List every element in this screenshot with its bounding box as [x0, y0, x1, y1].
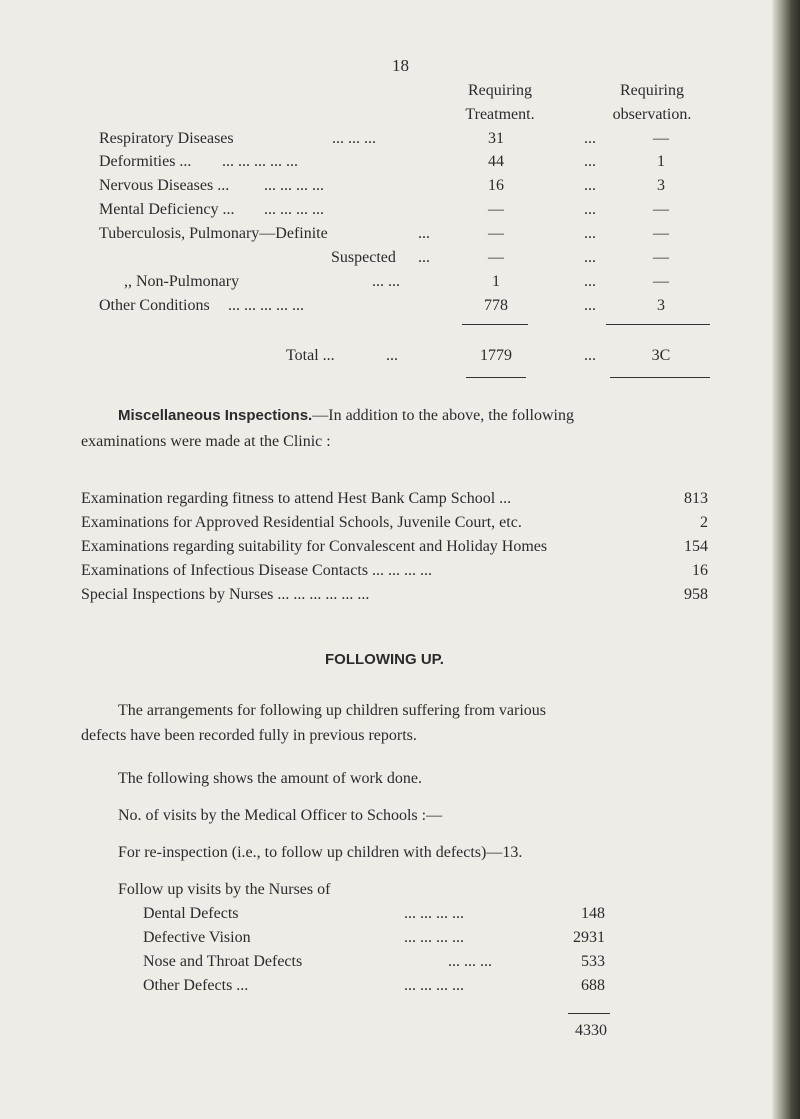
row-dots: ... — [584, 225, 596, 242]
row-observation: 3 — [657, 177, 665, 194]
total-leader: ... — [386, 347, 398, 364]
total-rule-top-treatment — [462, 324, 528, 325]
nurses-heading: Follow up visits by the Nurses of — [118, 881, 331, 898]
row-dots: ... — [584, 273, 596, 290]
row-label: ,, Non-Pulmonary — [124, 273, 240, 290]
row-treatment: — — [488, 225, 504, 242]
row-dots: ... — [584, 297, 596, 314]
row-label: Other Conditions — [99, 297, 210, 314]
nurse-item-leader: ... ... ... — [448, 953, 492, 970]
nurse-item-label: Nose and Throat Defects — [143, 953, 303, 970]
nurse-item-label: Dental Defects — [143, 905, 239, 922]
row-observation: 1 — [657, 153, 665, 170]
visits-line: No. of visits by the Medical Officer to Schools :— — [118, 807, 443, 824]
misc-text-line1: —In addition to the above, the following — [312, 407, 574, 424]
header-treatment-line1: Requiring — [468, 82, 532, 99]
row-leader: ... ... ... ... — [264, 177, 324, 194]
total-rule-bottom-treatment — [466, 377, 526, 378]
misc-item-label: Examinations regarding suitability for Convalescent and Holiday Homes — [81, 538, 548, 555]
misc-item-value: 16 — [692, 562, 708, 579]
reinspection-line: For re-inspection (i.e., to follow up children with defects)—13. — [118, 844, 523, 861]
following-para1-line1: The arrangements for following up children suffering from various — [118, 702, 547, 719]
row-observation: — — [653, 201, 669, 218]
misc-item-label: Examination regarding fitness to attend Hest Bank Camp School ... — [81, 490, 512, 507]
row-treatment: 1 — [492, 273, 500, 290]
row-label: Deformities ... — [99, 153, 192, 170]
misc-item-value: 2 — [700, 514, 708, 531]
row-leader: ... ... ... ... ... — [228, 297, 304, 314]
nurse-item-label: Other Defects ... — [143, 977, 249, 994]
row-label: Mental Deficiency ... — [99, 201, 235, 218]
misc-item-value: 154 — [684, 538, 708, 555]
nurse-total: 4330 — [575, 1022, 607, 1039]
row-leader: ... ... — [372, 273, 400, 290]
misc-text-line2: examinations were made at the Clinic : — [81, 433, 331, 450]
header-treatment-line2: Treatment. — [465, 106, 535, 123]
row-dots: ... — [584, 177, 596, 194]
nurse-item-leader: ... ... ... ... — [404, 977, 464, 994]
row-treatment: 44 — [488, 153, 504, 170]
misc-item-label: Examinations of Infectious Disease Contacts ... ... ... ... — [81, 562, 433, 579]
nurse-item-leader: ... ... ... ... — [404, 905, 464, 922]
row-leader: ... — [418, 225, 430, 242]
misc-item-value: 813 — [684, 490, 708, 507]
total-rule-bottom-observation — [610, 377, 710, 378]
nurse-item-value: 148 — [581, 905, 605, 922]
nurse-item-value: 688 — [581, 977, 605, 994]
row-treatment: 31 — [488, 130, 504, 147]
row-treatment: — — [488, 201, 504, 218]
row-label: Tuberculosis, Pulmonary—Definite — [99, 225, 328, 242]
total-label: Total ... — [286, 347, 335, 364]
row-observation: — — [653, 130, 669, 147]
total-dots: ... — [584, 347, 596, 364]
row-dots: ... — [584, 153, 596, 170]
row-label: Respiratory Diseases — [99, 130, 234, 147]
row-observation: — — [653, 249, 669, 266]
row-dots: ... — [584, 201, 596, 218]
row-treatment: 16 — [488, 177, 504, 194]
following-para1-line2: defects have been recorded fully in previous reports. — [81, 727, 417, 744]
total-rule-top-observation — [606, 324, 710, 325]
following-para2: The following shows the amount of work done. — [118, 770, 422, 787]
misc-paragraph-line1 — [118, 407, 574, 425]
row-observation: — — [653, 273, 669, 290]
misc-item-label: Special Inspections by Nurses ... ... ... ... ... ... — [81, 586, 370, 603]
row-observation: 3 — [657, 297, 665, 314]
row-label: Nervous Diseases ... — [99, 177, 230, 194]
page-edge-shadow — [772, 0, 800, 1119]
nurse-item-value: 2931 — [573, 929, 605, 946]
following-heading: FOLLOWING UP. — [325, 651, 444, 668]
row-leader: ... ... ... ... ... — [222, 153, 298, 170]
misc-item-value: 958 — [684, 586, 708, 603]
header-observation-line2: observation. — [612, 106, 692, 123]
row-observation: — — [653, 225, 669, 242]
row-treatment: — — [488, 249, 504, 266]
header-observation-line1: Requiring — [620, 82, 684, 99]
row-label: Suspected — [331, 249, 396, 266]
misc-item-label: Examinations for Approved Residential Schools, Juvenile Court, etc. — [81, 514, 522, 531]
total-treatment: 1779 — [480, 347, 512, 364]
misc-heading: Miscellaneous Inspections. — [118, 407, 313, 424]
page-number: 18 — [392, 56, 409, 75]
row-leader: ... — [418, 249, 430, 266]
row-leader: ... ... ... ... — [264, 201, 324, 218]
row-treatment: 778 — [484, 297, 508, 314]
nurse-item-label: Defective Vision — [143, 929, 251, 946]
total-observation: 3C — [651, 347, 671, 364]
row-leader: ... ... ... — [332, 130, 376, 147]
nurse-item-leader: ... ... ... ... — [404, 929, 464, 946]
row-dots: ... — [584, 249, 596, 266]
nurse-total-rule — [568, 1013, 610, 1014]
nurse-item-value: 533 — [581, 953, 605, 970]
row-dots: ... — [584, 130, 596, 147]
